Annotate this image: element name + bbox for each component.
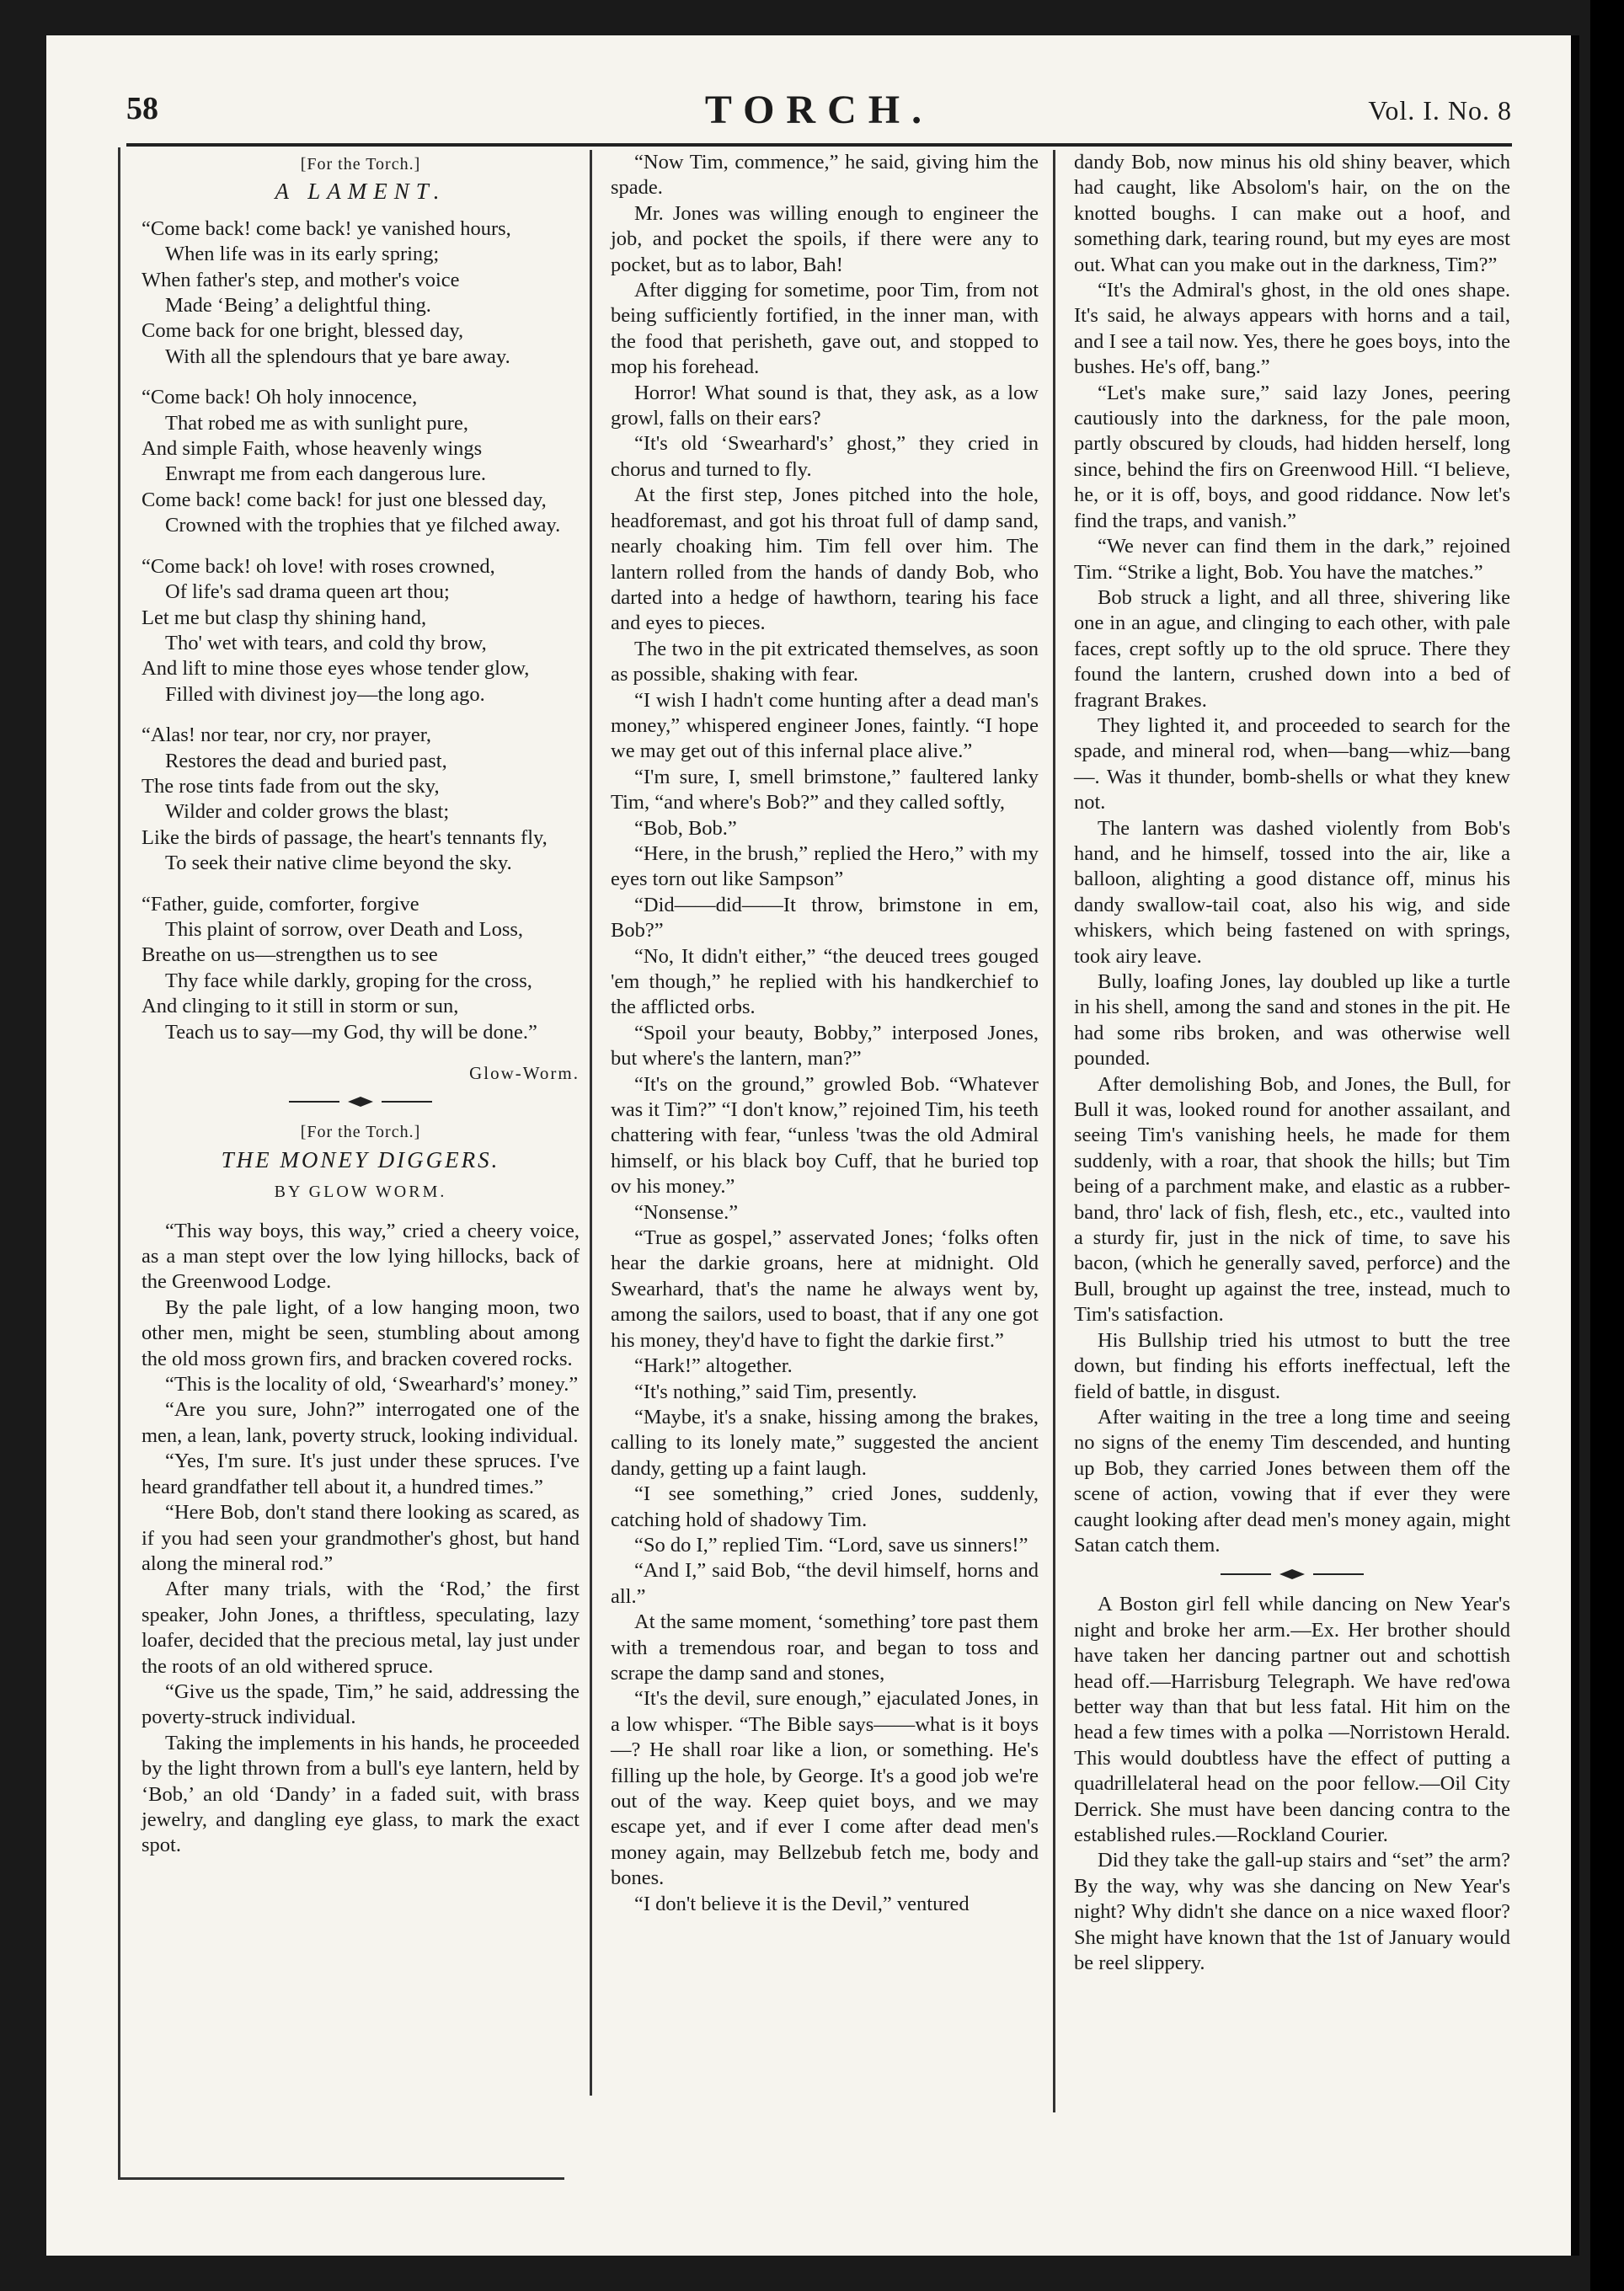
poem-line: “Come back! Oh holy innocence, <box>142 386 418 409</box>
paragraph: dandy Bob, now minus his old shiny beaver, which had caught, like Absolom's hair, on the on the knotted boughs. I can make out a hoof, and something dark, tearing round, but my eyes are most out. What can you make out in the darkness, Tim?” <box>1074 151 1510 276</box>
paragraph: Did they take the gall-up stairs and “set” the arm? By the way, why was she dancing on New Year's night? Why didn't she dance on a nice waxed floor? She might have known that the 1st of January would be reel slippery. <box>1074 1849 1510 1975</box>
poem-line: Teach us to say—my God, thy will be done.” <box>165 1020 537 1044</box>
poem-line: Come back for one bright, blessed day, <box>142 319 464 343</box>
paragraph: “We never can find them in the dark,” rejoined Tim. “Strike a light, Bob. You have the matches.” <box>1074 535 1510 584</box>
poem-line: Thy face while darkly, groping for the cross, <box>165 969 532 992</box>
column-3 <box>1074 150 1510 1976</box>
poem-line: Like the birds of passage, the heart's tennants fly, <box>142 825 548 849</box>
column-2 <box>611 150 1039 1917</box>
story-byline: BY GLOW WORM. <box>274 1183 447 1202</box>
poem-line: Wilder and colder grows the blast; <box>165 800 450 824</box>
poem-line: “Come back! come back! ye vanished hours, <box>142 216 511 240</box>
column-rule-2 <box>1053 150 1055 2112</box>
poem-line: Of life's sad drama queen art thou; <box>165 580 450 604</box>
divider-ornament-2 <box>1221 1568 1364 1580</box>
paragraph: “Are you sure, John?” interrogated one of the men, a lean, lank, poverty struck, looking individual. <box>142 1398 580 1447</box>
paragraph: Bully, loafing Jones, lay doubled up like a turtle in his shell, among the sand and stones in the pit. He had some ribs broken, and was otherwise well pounded. <box>1074 970 1510 1071</box>
bottom-border-rule <box>118 2177 564 2180</box>
story-text-col2 <box>611 150 1039 1917</box>
poem-line: Enwrapt me from each dangerous lure. <box>165 462 486 486</box>
paragraph: “Spoil your beauty, Bobby,” interposed Jones, but where's the lantern, man?” <box>611 1021 1039 1071</box>
page-header <box>126 80 1512 139</box>
masthead-title: TORCH. <box>704 88 934 132</box>
divider-ornament <box>289 1096 432 1108</box>
paragraph: “No, It didn't either,” “the deuced trees gouged 'em though,” he replied with his handkerchief to the afflicted orbs. <box>611 944 1039 1019</box>
paragraph: “Nonsense.” <box>634 1200 739 1224</box>
poem-line: When life was in its early spring; <box>165 243 440 266</box>
paragraph: “It's nothing,” said Tim, presently. <box>634 1380 917 1403</box>
paragraph: “This is the locality of old, ‘Swearhard's’ money.” <box>165 1373 579 1396</box>
paragraph: His Bullship tried his utmost to butt the tree down, but finding his efforts ineffectual, left the field of battle, in disgust. <box>1074 1328 1510 1403</box>
poem-line: And clinging to it still in storm or sun, <box>142 995 459 1018</box>
poem-line: When father's step, and mother's voice <box>142 268 460 291</box>
paragraph: “It's the Admiral's ghost, in the old ones shape. It's said, he always appears with horns and a tail, and I see a tail now. Yes, there he goes boys, into the bushes. He's off, bang.” <box>1074 279 1510 379</box>
paragraph: After many trials, with the ‘Rod,’ the first speaker, John Jones, a thriftless, speculating, lazy loafer, decided that the precious metal, lay just under the roots of an old withered spruce. <box>142 1578 580 1678</box>
paragraph: “I'm sure, I, smell brimstone,” faultered lanky Tim, “and where's Bob?” and they called softly, <box>611 765 1039 814</box>
column-rule-1 <box>590 150 592 2096</box>
poem-stanza <box>142 216 580 370</box>
story-text-col1 <box>142 1219 580 1859</box>
paragraph: A Boston girl fell while dancing on New Year's night and broke her arm.—Ex. Her brother should have taken her dancing partner out and schottish head off.—Harrisburg Telegraph. We have red'owa better way than that but less fatal. Hit him on the head a few times with a polka —Norristown Herald. This would doubtless have the effect of putting a quadrillelateral head on the poor fellow.—Oil City Derrick. She must have been dancing contra to the established rules.—Rockland Courier. <box>1074 1593 1510 1846</box>
paragraph: “Bob, Bob.” <box>634 816 737 840</box>
poem-line: And simple Faith, whose heavenly wings <box>142 437 483 461</box>
paragraph: “So do I,” replied Tim. “Lord, save us sinners!” <box>634 1533 1028 1557</box>
poem-line: “Alas! nor tear, nor cry, nor prayer, <box>142 724 432 747</box>
paragraph: “Now Tim, commence,” he said, giving him the spade. <box>611 151 1039 200</box>
poem-line: Crowned with the trophies that ye filched away. <box>165 514 561 537</box>
paragraph: After digging for sometime, poor Tim, from not being sufficiently fortified, in the inner man, with the food that perisheth, gave out, and stopped to mop his forehead. <box>611 279 1039 379</box>
lament-credit: [For the Torch.] <box>300 155 421 174</box>
header-rule <box>126 143 1512 147</box>
paragraph: “Yes, I'm sure. It's just under these spruces. I've heard grandfather tell about it, a hundred times.” <box>142 1450 580 1498</box>
lament-title: A LAMENT. <box>275 179 446 205</box>
paragraph: “And I,” said Bob, “the devil himself, horns and all.” <box>611 1559 1039 1608</box>
paragraph: “Did——did——It throw, brimstone in em, Bob?” <box>611 893 1039 943</box>
boston-item <box>1074 1592 1510 1976</box>
poem-line: The rose tints fade from out the sky, <box>142 774 440 798</box>
paragraph: “I don't believe it is the Devil,” ventured <box>634 1892 970 1915</box>
paragraph: “Let's make sure,” said lazy Jones, peering cautiously into the darkness, for the pale moon, partly obscured by clouds, had hidden herself, long since, behind the firs on Greenwood Hill. “I believe, he, or it is off, boys, and good riddance. Now let's find the traps, and vanish.” <box>1074 381 1510 532</box>
paragraph: Horror! What sound is that, they ask, as a low growl, falls on their ears? <box>611 381 1039 430</box>
paragraph: At the first step, Jones pitched into the hole, headforemast, and got his throat full of damp sand, nearly choaking him. Tim fell over him. The lantern rolled from the hands of dandy Bob, who darted into a hedge of hawthorn, tearing his face and eyes to pieces. <box>611 483 1039 635</box>
poem-stanza <box>142 554 580 708</box>
paragraph: They lighted it, and proceeded to search for the spade, and mineral rod, when—bang—whiz—bang—. Was it thunder, bomb-shells or what they knew not. <box>1074 713 1510 814</box>
poem-line: Restores the dead and buried past, <box>165 749 447 772</box>
poem-line: To seek their native clime beyond the sky. <box>165 852 512 875</box>
poem-line: Breathe on us—strengthen us to see <box>142 943 438 967</box>
paragraph: “I wish I hadn't come hunting after a dead man's money,” whispered engineer Jones, faintly. “I hope we may get out of this infernal place alive.” <box>611 688 1039 763</box>
paragraph: The lantern was dashed violently from Bob's hand, and he himself, tossed into the air, like a balloon, alighting a good distance off, minus his dandy swallow-tail coat, also his wig, and side whiskers, which being fastened on with springs, took airy leave. <box>1074 816 1510 968</box>
paragraph: “Maybe, it's a snake, hissing among the brakes, calling to its lonely mate,” suggested the ancient dandy, getting up a faint laugh. <box>611 1405 1039 1480</box>
poem-line: “Father, guide, comforter, forgive <box>142 892 419 916</box>
paragraph: “This way boys, this way,” cried a cheery voice, as a man stept over the low lying hillocks, back of the Greenwood Lodge. <box>142 1219 580 1294</box>
lament-poem <box>142 216 580 1045</box>
story-credit: [For the Torch.] <box>300 1123 421 1142</box>
left-border-rule <box>118 147 120 2177</box>
poem-stanza <box>142 385 580 538</box>
page-number: 58 <box>126 91 158 126</box>
paragraph: “Here Bob, don't stand there looking as scared, as if you had seen your grandmother's ghost, but hand along the mineral rod.” <box>142 1501 580 1575</box>
paragraph: After waiting in the tree a long time and seeing no signs of the enemy Tim descended, and hunting up Bob, they carried Jones between them off the scene of action, vowing that if ever they were caught looking after dead men's money again, might Satan catch them. <box>1074 1405 1510 1557</box>
paragraph: “It's on the ground,” growled Bob. “Whatever was it Tim?” “I don't know,” rejoined Tim, his teeth chattering with fear, “unless 'twas the old Admiral himself, or his black boy Cuff, that he buried top ov his money.” <box>611 1072 1039 1199</box>
scan-edge <box>1590 0 1624 2291</box>
paragraph: By the pale light, of a low hanging moon, two other men, might be seen, stumbling about among the old moss grown firs, and bracken covered rocks. <box>142 1295 580 1370</box>
paragraph: The two in the pit extricated themselves, as soon as possible, shaking with fear. <box>611 637 1039 686</box>
paragraph: At the same moment, ‘something’ tore past them with a tremendous roar, and began to toss and scrape the damp sand and stones, <box>611 1610 1039 1685</box>
paragraph: Mr. Jones was willing enough to engineer the job, and pocket the spoils, if there were any to pocket, but as to labor, Bah! <box>611 201 1039 276</box>
poem-line: Filled with divinest joy—the long ago. <box>165 682 485 706</box>
poem-line: Come back! come back! for just one blessed day, <box>142 488 547 511</box>
poem-line: “Come back! oh love! with roses crowned, <box>142 554 495 578</box>
paragraph: After demolishing Bob, and Jones, the Bull, for Bull it was, looked round for another assailant, and seeing Tim's vanishing heels, he made for them suddenly, with a roar, that shook the hills; but Tim being of a parchment make, and elastic as a rubber-band, thro' lack of fish, flesh, etc., etc., vaulted into a sturdy fir, just in the nick of time, to save his bacon, (which he generally saved, perforce) and the Bull, brought up against the tree, instead, much to Tim's satisfaction. <box>1074 1072 1510 1327</box>
paragraph: Bob struck a light, and all three, shivering like one in an ague, and clinging to each other, with pale faces, crept softly up to the old spruce. There they found the lantern, crushed down into a bed of fragrant Brakes. <box>1074 585 1510 712</box>
paragraph: Taking the implements in his hands, he proceeded by the light thrown from a bull's eye lantern, held by ‘Bob,’ an old ‘Dandy’ in a faded suit, with brass jewelry, and dangling eye glass, to mark the exact spot. <box>142 1731 580 1857</box>
poem-line: With all the splendours that ye bare away. <box>165 344 510 368</box>
poem-line: Let me but clasp thy shining hand, <box>142 606 427 629</box>
paragraph: “Give us the spade, Tim,” he said, addressing the poverty-struck individual. <box>142 1680 580 1729</box>
poem-stanza <box>142 723 580 876</box>
paragraph: “It's old ‘Swearhard's’ ghost,” they cried in chorus and turned to fly. <box>611 432 1039 481</box>
poem-line: Made ‘Being’ a delightful thing. <box>165 294 431 318</box>
lament-signature: Glow-Worm. <box>469 1063 580 1083</box>
paragraph: “Here, in the brush,” replied the Hero,” with my eyes torn out like Sampson” <box>611 841 1039 891</box>
poem-line: And lift to mine those eyes whose tender glow, <box>142 657 530 681</box>
poem-stanza <box>142 892 580 1045</box>
paragraph: “Hark!” altogether. <box>634 1354 793 1378</box>
poem-line: Tho' wet with tears, and cold thy brow, <box>165 631 487 654</box>
volume-number: Vol. I. No. 8 <box>1368 95 1512 125</box>
story-title: THE MONEY DIGGERS. <box>221 1146 500 1172</box>
paragraph: “It's the devil, sure enough,” ejaculated Jones, in a low whisper. “The Bible says——what is it boys—? He shall roar like a lion, or something. He's filling up the hole, by George. It's a good job we're out of the way. Keep quiet boys, and we may escape yet, and if ever I come after dead men's money again, may Bellzebub fetch me, body and bones. <box>611 1687 1039 1890</box>
story-text-col3 <box>1074 150 1510 1558</box>
poem-line: This plaint of sorrow, over Death and Loss, <box>165 917 524 941</box>
paragraph: “True as gospel,” asservated Jones; ‘folks often hear the darkie groans, here at midnight. Old Swearhard, that's the name he always went by, among the sailors, used to boast, that if any one got his money, they'd have to fight the darkie first.” <box>611 1226 1039 1352</box>
column-1 <box>142 150 580 1859</box>
poem-line: That robed me as with sunlight pure, <box>165 411 468 435</box>
paragraph: “I see something,” cried Jones, suddenly, catching hold of shadowy Tim. <box>611 1482 1039 1531</box>
